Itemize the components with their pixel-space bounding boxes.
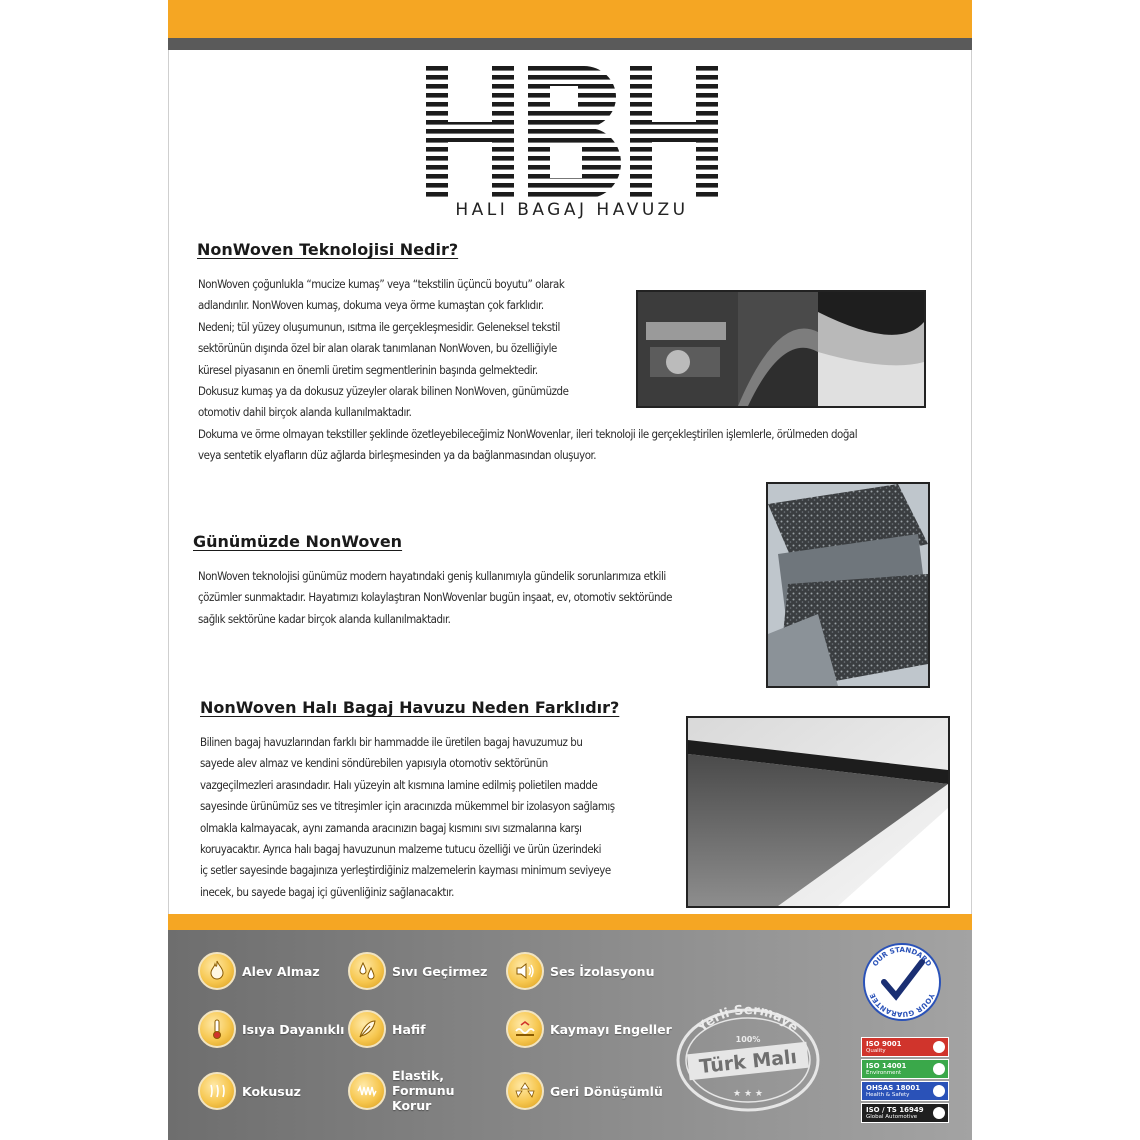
text-line: NonWoven çoğunlukla “mucize kumaş” veya “tekstilin üçüncü boyutu” olarak (198, 277, 565, 291)
top-orange-band (168, 0, 972, 38)
stamp-arc-text: Yerli Sermaye (695, 1002, 801, 1036)
svg-text:Yerli Sermaye (694, 1003, 801, 1036)
car-icon (933, 1107, 945, 1119)
helmet-icon (933, 1085, 945, 1097)
text-line: adlandırılır. NonWoven kumaş, dokuma veya örme kumaştan çok farklıdır. (198, 298, 544, 313)
text-line: otomotiv dahil birçok alanda kullanılmaktadır. (198, 405, 412, 420)
brochure-page (168, 0, 972, 1140)
feature-geri-donusumlu (506, 1072, 663, 1110)
cert-title: ISO 14001 (866, 1061, 907, 1070)
standard-guarantee-seal (860, 940, 944, 1024)
feature-label: Hafif (392, 1021, 426, 1037)
stamp-percent: 100% (735, 1035, 761, 1044)
section-title-nonwoven-teknolojisi: NonWoven Teknolojisi Nedir? (197, 240, 459, 259)
cert-title: ISO 9001 (866, 1039, 902, 1048)
feature-label: Elastik, Formunu Korur (392, 1068, 455, 1113)
feature-isiya-dayanikli (198, 1010, 344, 1048)
star-icon: ★ ★ ★ (733, 1089, 763, 1099)
feature-label: Kaymayı Engeller (550, 1021, 672, 1037)
seal-top-text: OUR STANDARD (871, 945, 933, 968)
spring-icon (348, 1072, 386, 1110)
cert-subtitle: Environment (866, 1069, 902, 1076)
feature-label: Ses İzolasyonu (550, 963, 655, 979)
feature-label: Alev Almaz (242, 963, 320, 979)
text-line: Bilinen bagaj havuzlarından farklı bir hammadde ile üretilen bagaj havuzumuz bu (200, 735, 583, 749)
text-line: veya sentetik elyafların düz ağlarda birleşmesinden ya da bağlanmasından oluşuyor. (198, 448, 597, 463)
text-line: küresel piyasanın en önemli üretim segmentlerinin başında gelmektedir. (198, 362, 538, 377)
text-line: çözümler sunmaktadır. Hayatımızı kolaylaştıran NonWovenlar bugün inşaat, ev, otomotiv sektöründe (198, 590, 672, 605)
flame-icon (198, 952, 236, 990)
hbh-logo (426, 66, 718, 226)
cert-iso-14001 (861, 1059, 949, 1079)
text-line: sağlık sektörüne kadar birçok alanda kullanılmaktadır. (198, 611, 451, 626)
cert-subtitle: Global Automotive (866, 1113, 918, 1120)
feature-alev-almaz (198, 952, 320, 990)
feature-kokusuz (198, 1072, 301, 1110)
feature-ses-izolasyonu (506, 952, 654, 990)
speaker-icon (506, 952, 544, 990)
section-title-neden-farklidir: NonWoven Halı Bagaj Havuzu Neden Farklıdır? (200, 698, 620, 717)
feather-icon (348, 1010, 386, 1048)
feature-label: Kokusuz (242, 1083, 301, 1099)
hbh-logo-mark (426, 66, 718, 198)
feature-label: Geri Dönüşümlü (550, 1083, 663, 1099)
feature-elastik (348, 1068, 492, 1113)
felt-samples-photo (766, 482, 930, 688)
cert-iso-9001 (861, 1037, 949, 1057)
section-body-1a (198, 274, 638, 424)
text-line: iç setler sayesinde bagajınıza yerleştirdiğiniz malzemelerin kayması minimum seviyeye (200, 863, 611, 878)
carpet-layer-photo (686, 716, 950, 908)
thumbs-up-icon (933, 1041, 945, 1053)
cert-title: ISO / TS 16949 (866, 1105, 924, 1114)
text-line: inecek, bu sayede bagaj içi güvenliğiniz sağlanacaktır. (200, 884, 454, 899)
feature-label: Sıvı Geçirmez (392, 963, 488, 979)
cert-iso-ts-16949 (861, 1103, 949, 1123)
cert-subtitle: Health & Safety (866, 1091, 910, 1098)
grip-icon (506, 1010, 544, 1048)
text-line: Dokuma ve örme olmayan tekstiller şeklinde özetleyebileceğimiz NonWovenlar, ileri teknoloji ile gerçekleştirilen işlemlerle, örülmeden doğal (198, 427, 858, 441)
feature-label: Isıya Dayanıklı (242, 1021, 345, 1037)
drops-icon (348, 952, 386, 990)
text-line: vazgeçilmezleri arasındadır. Halı yüzeyin alt kısmına lamine edilmiş polietilen madde (200, 777, 598, 792)
seal-bottom-text: YOUR GUARANTEE (868, 991, 936, 1019)
stamp-turk-mali: Türk Malı (698, 1045, 799, 1079)
turk-mali-stamp (674, 996, 822, 1114)
text-line: Nedeni; tül yüzey oluşumunun, ısıtma ile gerçekleşmesidir. Geleneksel tekstil (198, 319, 560, 334)
text-line: sayede alev almaz ve kendini söndürebilen yapısıyla otomotiv sektörünün (200, 756, 548, 771)
feature-kaymayi-engeller (506, 1010, 672, 1048)
cert-title: OHSAS 18001 (866, 1083, 921, 1092)
top-gray-rule (168, 38, 972, 50)
text-line: sektörünün dışında özel bir alan olarak tanımlanan NonWoven, bu özelliğiyle (198, 341, 557, 356)
cert-subtitle: Quality (866, 1047, 886, 1054)
thermometer-icon (198, 1010, 236, 1048)
text-line: koruyacaktır. Ayrıca halı bagaj havuzunun malzeme tutucu özelliği ve ürün üzerindeki (200, 842, 602, 857)
odorless-icon (198, 1072, 236, 1110)
feature-hafif (348, 1010, 426, 1048)
features-band (168, 930, 972, 1140)
feature-sivi-gecirmez (348, 952, 487, 990)
logo-subtitle: HALI BAGAJ HAVUZU (455, 200, 689, 220)
section-body-2 (198, 566, 768, 630)
text-line: NonWoven teknolojisi günümüz modern hayatındaki geniş kullanımıyla gündelik sorunlarımıza etkili (198, 569, 666, 583)
section-body-3 (200, 732, 700, 903)
nonwoven-machinery-photo (636, 290, 926, 408)
text-line: olmakla kalmayacak, aynı zamanda aracınızın bagaj kısmını sıvı sızmalarına karşı (200, 820, 582, 835)
section-body-1b (198, 424, 958, 467)
features-orange-rule (168, 914, 972, 930)
leaf-icon (933, 1063, 945, 1075)
text-line: Dokusuz kumaş ya da dokusuz yüzeyler olarak bilinen NonWoven, günümüzde (198, 384, 569, 399)
cert-ohsas-18001 (861, 1081, 949, 1101)
section-title-gunumuzde-nonwoven: Günümüzde NonWoven (193, 532, 403, 551)
text-line: sayesinde ürünümüz ses ve titreşimler için aracınızda mükemmel bir izolasyon sağlamış (200, 799, 615, 814)
recycle-icon (506, 1072, 544, 1110)
